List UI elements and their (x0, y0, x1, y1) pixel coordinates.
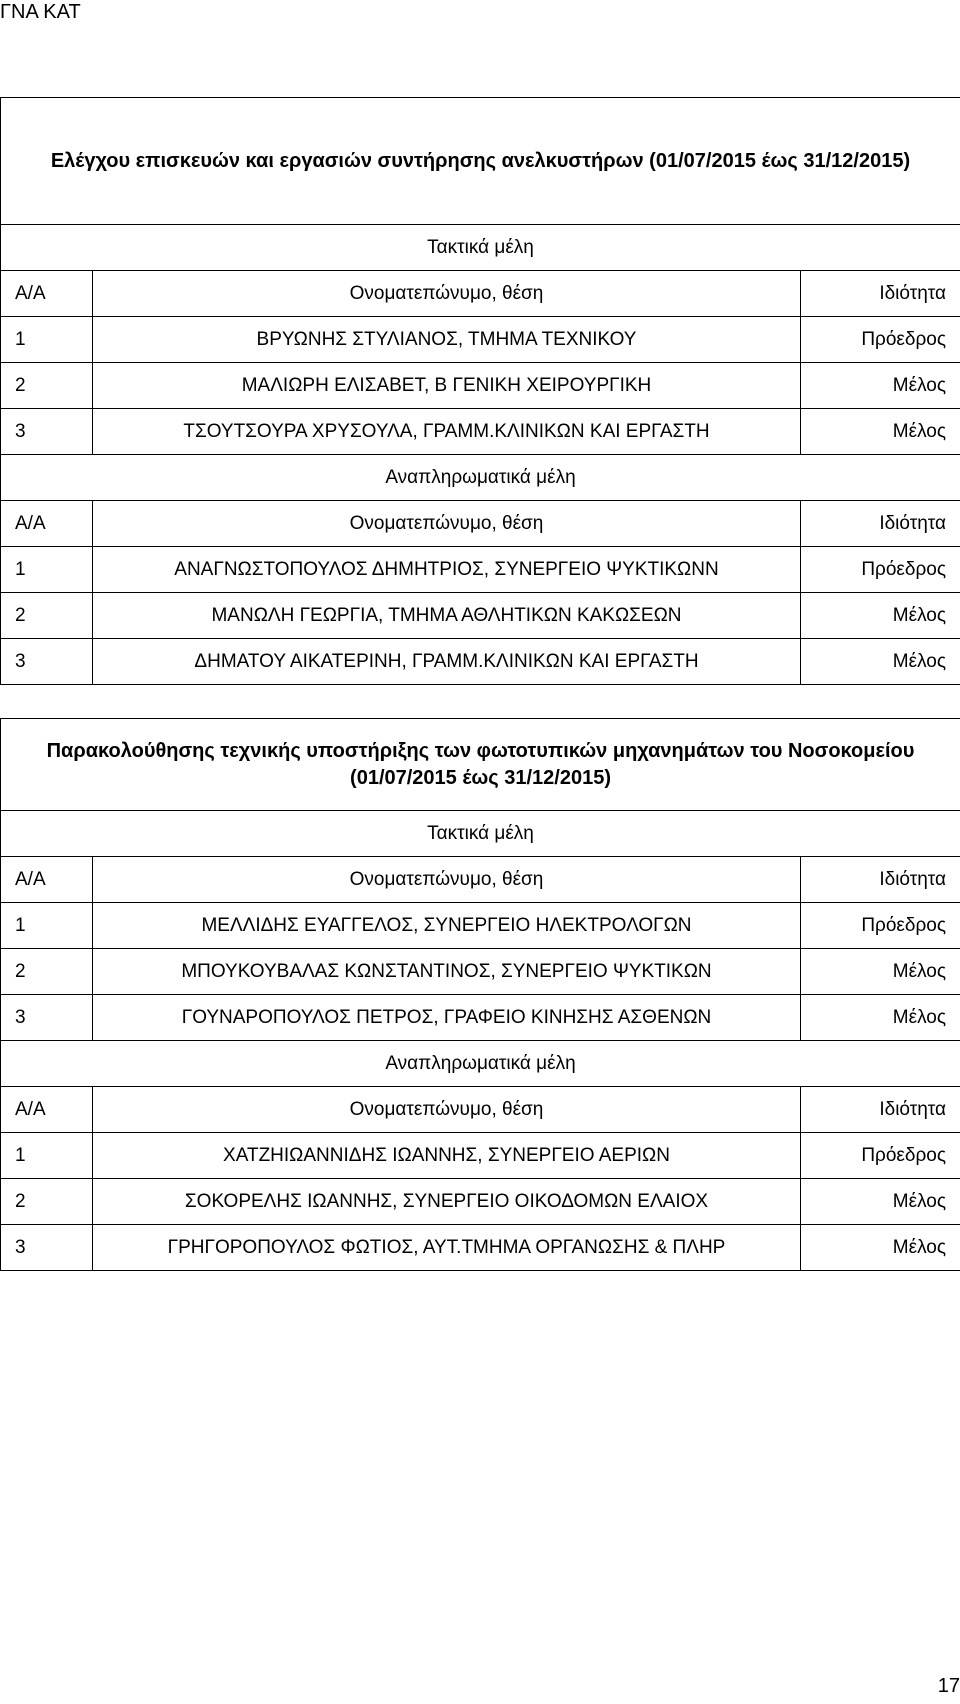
member-name: ΣΟΚΟΡΕΛΗΣ ΙΩΑΝΝΗΣ, ΣΥΝΕΡΓΕΙΟ ΟΙΚΟΔΟΜΩΝ ΕΛΑΙΟΧ (93, 1179, 801, 1225)
member-num: 1 (1, 1133, 93, 1179)
member-role: Μέλος (801, 995, 960, 1041)
member-name: ΜΑΝΩΛΗ ΓΕΩΡΓΙΑ, ΤΜΗΜΑ ΑΘΛΗΤΙΚΩΝ ΚΑΚΩΣΕΩΝ (93, 593, 801, 639)
member-role: Μέλος (801, 1179, 960, 1225)
column-header-role: Ιδιότητα (801, 857, 960, 903)
member-role: Μέλος (801, 593, 960, 639)
committee-table (0, 97, 960, 685)
member-num: 2 (1, 949, 93, 995)
column-header-name: Ονοματεπώνυμο, θέση (93, 1087, 801, 1133)
member-name: ΓΡΗΓΟΡΟΠΟΥΛΟΣ ΦΩΤΙΟΣ, ΑΥΤ.ΤΜΗΜΑ ΟΡΓΑΝΩΣΗΣ & ΠΛΗΡ (93, 1225, 801, 1271)
member-num: 3 (1, 639, 93, 685)
table-row (1, 1179, 960, 1225)
column-header-num: Α/Α (1, 271, 93, 317)
member-num: 2 (1, 363, 93, 409)
committee-title: Ελέγχου επισκευών και εργασιών συντήρησης ανελκυστήρων (01/07/2015 έως 31/12/2015) (1, 98, 960, 225)
table-row (1, 995, 960, 1041)
committee-title: Παρακολούθησης τεχνικής υποστήριξης των φωτοτυπικών μηχανημάτων του Νοσοκομείου (01/07/2015 έως 31/12/2015) (1, 719, 960, 811)
member-name: ΑΝΑΓΝΩΣΤΟΠΟΥΛΟΣ ΔΗΜΗΤΡΙΟΣ, ΣΥΝΕΡΓΕΙΟ ΨΥΚΤΙΚΩΝΝ (93, 547, 801, 593)
member-name: ΜΑΛΙΩΡΗ ΕΛΙΣΑΒΕΤ, Β ΓΕΝΙΚΗ ΧΕΙΡΟΥΡΓΙΚΗ (93, 363, 801, 409)
member-role: Πρόεδρος (801, 1133, 960, 1179)
member-num: 1 (1, 903, 93, 949)
member-name: ΒΡΥΩΝΗΣ ΣΤΥΛΙΑΝΟΣ, ΤΜΗΜΑ ΤΕΧΝΙΚΟΥ (93, 317, 801, 363)
table-row (1, 903, 960, 949)
member-name: ΜΕΛΛΙΔΗΣ ΕΥΑΓΓΕΛΟΣ, ΣΥΝΕΡΓΕΙΟ ΗΛΕΚΤΡΟΛΟΓΩΝ (93, 903, 801, 949)
column-header-num: Α/Α (1, 1087, 93, 1133)
member-role: Πρόεδρος (801, 903, 960, 949)
section-label-alternate: Αναπληρωματικά μέλη (1, 1041, 960, 1087)
section-label-regular: Τακτικά μέλη (1, 225, 960, 271)
table-row (1, 949, 960, 995)
member-role: Μέλος (801, 639, 960, 685)
member-role: Μέλος (801, 363, 960, 409)
committee-table (0, 718, 960, 1271)
section-label-alternate: Αναπληρωματικά μέλη (1, 455, 960, 501)
member-role: Πρόεδρος (801, 547, 960, 593)
table-row (1, 317, 960, 363)
member-num: 3 (1, 995, 93, 1041)
member-num: 1 (1, 547, 93, 593)
table-header-row (1, 501, 960, 547)
table-header-row (1, 271, 960, 317)
member-num: 3 (1, 409, 93, 455)
column-header-role: Ιδιότητα (801, 501, 960, 547)
document-header: ΓΝΑ ΚΑΤ (0, 1, 81, 23)
member-role: Πρόεδρος (801, 317, 960, 363)
column-header-name: Ονοματεπώνυμο, θέση (93, 857, 801, 903)
member-role: Μέλος (801, 409, 960, 455)
table-row (1, 547, 960, 593)
member-num: 3 (1, 1225, 93, 1271)
column-header-role: Ιδιότητα (801, 271, 960, 317)
table-row (1, 639, 960, 685)
table-row (1, 409, 960, 455)
member-num: 2 (1, 593, 93, 639)
member-name: ΤΣΟΥΤΣΟΥΡΑ ΧΡΥΣΟΥΛΑ, ΓΡΑΜΜ.ΚΛΙΝΙΚΩΝ ΚΑΙ ΕΡΓΑΣΤΗ (93, 409, 801, 455)
member-name: ΓΟΥΝΑΡΟΠΟΥΛΟΣ ΠΕΤΡΟΣ, ΓΡΑΦΕΙΟ ΚΙΝΗΣΗΣ ΑΣΘΕΝΩΝ (93, 995, 801, 1041)
table-row (1, 593, 960, 639)
table-row (1, 363, 960, 409)
member-name: ΔΗΜΑΤΟΥ ΑΙΚΑΤΕΡΙΝΗ, ΓΡΑΜΜ.ΚΛΙΝΙΚΩΝ ΚΑΙ ΕΡΓΑΣΤΗ (93, 639, 801, 685)
member-role: Μέλος (801, 1225, 960, 1271)
table-row (1, 1225, 960, 1271)
table-header-row (1, 1087, 960, 1133)
page-number: 17 (937, 1675, 960, 1697)
column-header-num: Α/Α (1, 501, 93, 547)
member-num: 2 (1, 1179, 93, 1225)
table-header-row (1, 857, 960, 903)
column-header-num: Α/Α (1, 857, 93, 903)
table-row (1, 1133, 960, 1179)
column-header-role: Ιδιότητα (801, 1087, 960, 1133)
section-label-regular: Τακτικά μέλη (1, 811, 960, 857)
column-header-name: Ονοματεπώνυμο, θέση (93, 271, 801, 317)
member-role: Μέλος (801, 949, 960, 995)
member-name: ΧΑΤΖΗΙΩΑΝΝΙΔΗΣ ΙΩΑΝΝΗΣ, ΣΥΝΕΡΓΕΙΟ ΑΕΡΙΩΝ (93, 1133, 801, 1179)
column-header-name: Ονοματεπώνυμο, θέση (93, 501, 801, 547)
member-num: 1 (1, 317, 93, 363)
member-name: ΜΠΟΥΚΟΥΒΑΛΑΣ ΚΩΝΣΤΑΝΤΙΝΟΣ, ΣΥΝΕΡΓΕΙΟ ΨΥΚΤΙΚΩΝ (93, 949, 801, 995)
